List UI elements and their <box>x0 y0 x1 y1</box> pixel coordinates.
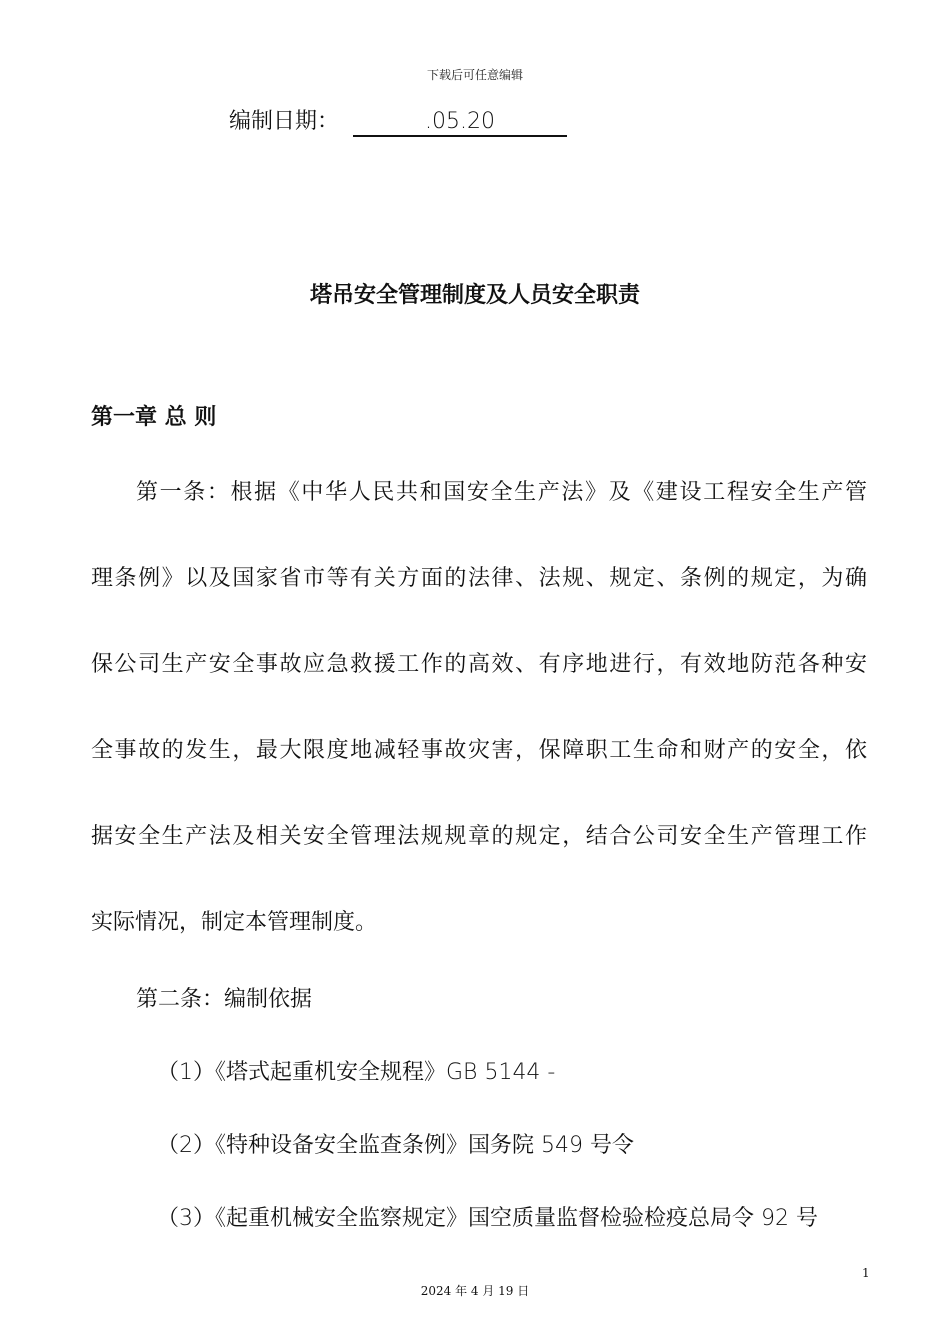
compile-date-value: .05.20 <box>353 110 567 137</box>
footer-date: 2024 年 4 月 19 日 <box>420 1284 530 1298</box>
article1-line-3: 保公司生产安全事故应急救援工作的高效、有序地进行，有效地防范各种安 <box>91 652 867 677</box>
basis-item-3: （3）《起重机械安全监察规定》国空质量监督检验检疫总局令 92 号 <box>157 1206 818 1231</box>
article1-line-6: 实际情况，制定本管理制度。 <box>91 910 378 935</box>
compile-date-line <box>229 104 567 137</box>
article1-line-1: 第一条：根据《中华人民共和国安全生产法》及《建设工程安全生产管 <box>136 480 867 505</box>
compile-date-label: 编制日期： <box>229 109 340 134</box>
page-number: 1 <box>862 1266 870 1280</box>
document-title: 塔吊安全管理制度及人员安全职责 <box>309 283 640 308</box>
basis-item-1: （1）《塔式起重机安全规程》GB 5144 - <box>157 1060 556 1085</box>
article1-line-2: 理条例》以及国家省市等有关方面的法律、法规、规定、条例的规定，为确 <box>91 566 867 591</box>
chapter-heading: 第一章 总 则 <box>91 405 217 430</box>
article1-line-4: 全事故的发生，最大限度地减轻事故灾害，保障职工生命和财产的安全，依 <box>91 738 867 763</box>
header-note: 下载后可任意编辑 <box>426 68 523 82</box>
basis-item-2: （2）《特种设备安全监查条例》国务院 549 号令 <box>157 1133 634 1158</box>
article1-line-5: 据安全生产法及相关安全管理法规规章的规定，结合公司安全生产管理工作 <box>91 824 867 849</box>
article2-heading: 第二条：编制依据 <box>136 987 313 1012</box>
